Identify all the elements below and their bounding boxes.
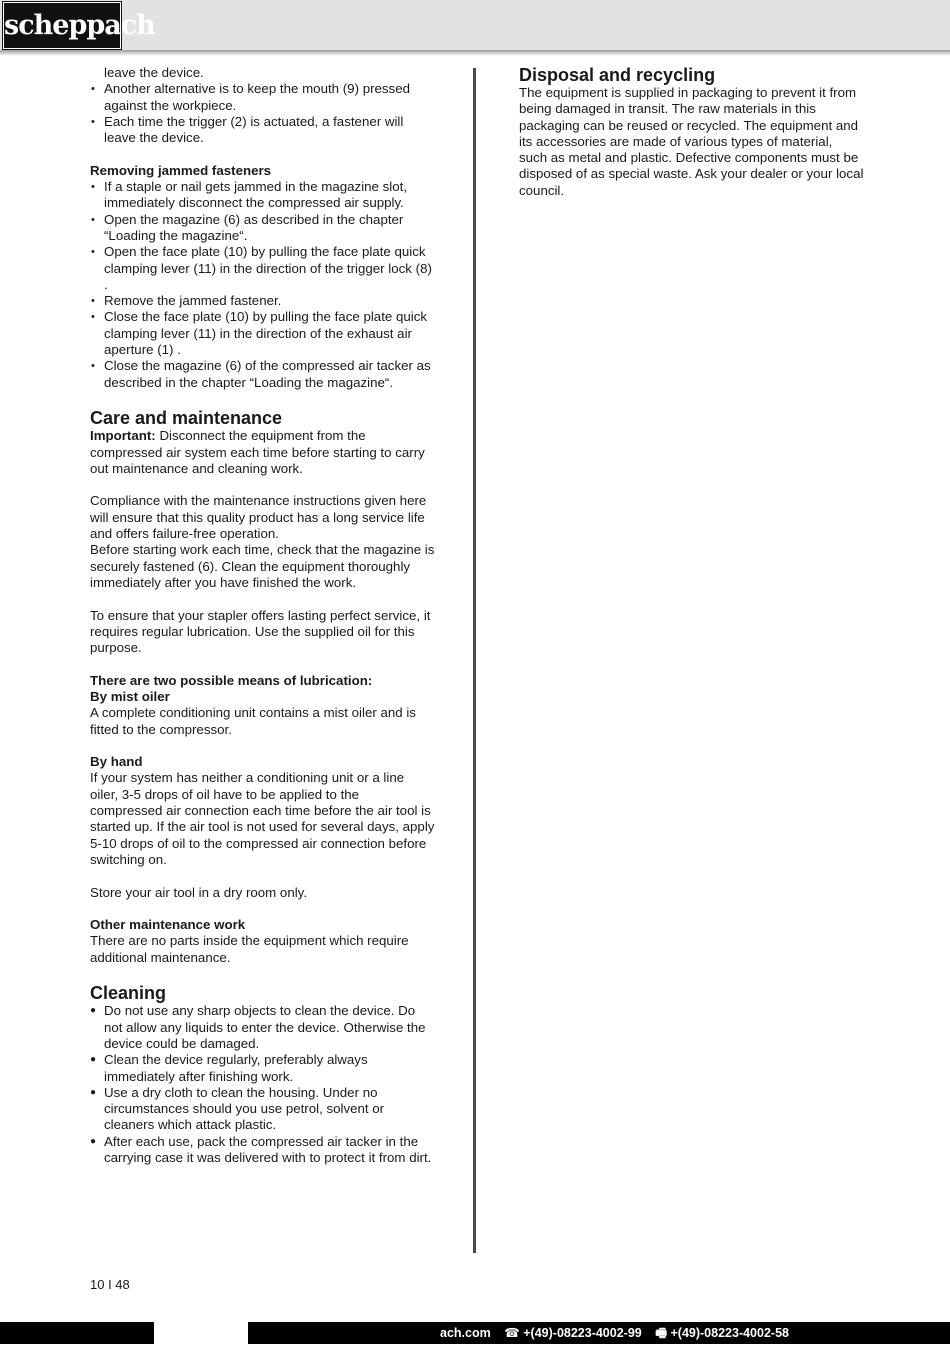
jam-heading: Removing jammed fasteners [90, 162, 272, 178]
left-column [90, 65, 435, 1166]
list-item: • Close the face plate (10) by pulling the face plate quick clamping lever (11) in the direction of the exhaust air aperture (1) . [90, 309, 435, 358]
website-link[interactable]: ach.com [440, 1326, 491, 1340]
by-hand-text: If your system has neither a conditioning unit or a line oiler, 3-5 drops of oil have to be applied to the compressed air connection each time before the air tool is started up. If the air tool is not used for several days, apply 5-10 drops of oil to the compressed air connection before switching on. [90, 770, 435, 867]
scheppach-logo: scheppach [3, 2, 121, 49]
page-header [0, 0, 950, 51]
fax-number: 🖷 +(49)-08223-4002-58 [655, 1326, 789, 1340]
list-item: ● Clean the device regularly, preferably always immediately after finishing work. [90, 1052, 435, 1085]
care-paragraph: To ensure that your stapler offers lasting perfect service, it requires regular lubrication. Use the supplied oil for this purpose. [90, 607, 431, 656]
page-footer [0, 1322, 950, 1344]
list-item: • If a staple or nail gets jammed in the magazine slot, immediately disconnect the compressed air supply. [90, 179, 435, 212]
column-divider [473, 68, 476, 1253]
list-item: ● After each use, pack the compressed air tacker in the carrying case it was delivered with to protect it from dirt. [90, 1134, 435, 1167]
list-item: • Open the magazine (6) as described in the chapter “Loading the magazine“. [90, 212, 435, 245]
care-paragraph: Compliance with the maintenance instructions given here will ensure that this quality product has a long service life and offers failure-free operation. [90, 493, 427, 542]
intro-list [90, 81, 435, 146]
mist-oiler-heading: By mist oiler [90, 688, 170, 704]
list-item: ● Use a dry cloth to clean the housing. Under no circumstances should you use petrol, solvent or cleaners which attack plastic. [90, 1085, 435, 1134]
care-paragraph: Before starting work each time, check that the magazine is securely fastened (6). Clean the equipment thoroughly immediately after you have finished the work. [90, 542, 435, 590]
storage-text: Store your air tool in a dry room only. [90, 884, 308, 900]
list-item: • Close the magazine (6) of the compressed air tacker as described in the chapter “Loading the magazine“. [90, 358, 435, 391]
cleaning-heading: Cleaning [90, 983, 167, 1004]
list-item: ● Do not use any sharp objects to clean the device. Do not allow any liquids to enter the device. Otherwise the device could be damaged. [90, 1003, 435, 1052]
cleaning-list [90, 1003, 435, 1166]
header-shadow [0, 50, 950, 56]
phone-number: ☎ +(49)-08223-4002-99 [504, 1326, 642, 1340]
right-column [519, 65, 864, 199]
by-hand-heading: By hand [90, 754, 143, 770]
mist-oiler-text: A complete conditioning unit contains a mist oiler and is fitted to the compressor. [90, 705, 416, 737]
disposal-text: The equipment is supplied in packaging to prevent it from being damaged in transit. The raw materials in this packaging can be reused or recycled. The equipment and its accessories are made of various types of material, such as metal and plastic. Defective components must be disposed of as special waste. Ask your dealer or your local council. [519, 85, 864, 198]
footer-contact [440, 1322, 799, 1344]
continued-text: leave the device. [104, 65, 204, 80]
care-heading: Care and maintenance [90, 408, 283, 429]
disposal-heading: Disposal and recycling [519, 65, 716, 85]
lubrication-heading: There are two possible means of lubrication: [90, 672, 373, 688]
list-item: • Each time the trigger (2) is actuated, a fastener will leave the device. [90, 114, 435, 147]
list-item: • Remove the jammed fastener. [90, 293, 435, 309]
footer-white-block [154, 1322, 248, 1344]
important-label: Important: [90, 428, 156, 444]
page-number: 10 I 48 [90, 1277, 130, 1292]
other-maintenance-text: There are no parts inside the equipment which require additional maintenance. [90, 933, 409, 965]
other-maintenance-heading: Other maintenance work [90, 917, 246, 933]
jam-list [90, 179, 435, 391]
list-item: • Another alternative is to keep the mouth (9) pressed against the workpiece. [90, 81, 435, 114]
important-note [90, 428, 435, 477]
list-item: • Open the face plate (10) by pulling the face plate quick clamping lever (11) in the direction of the trigger lock (8) . [90, 244, 435, 293]
important-text: Disconnect the equipment from the compressed air system each time before starting to carry out maintenance and cleaning work. [90, 428, 425, 476]
